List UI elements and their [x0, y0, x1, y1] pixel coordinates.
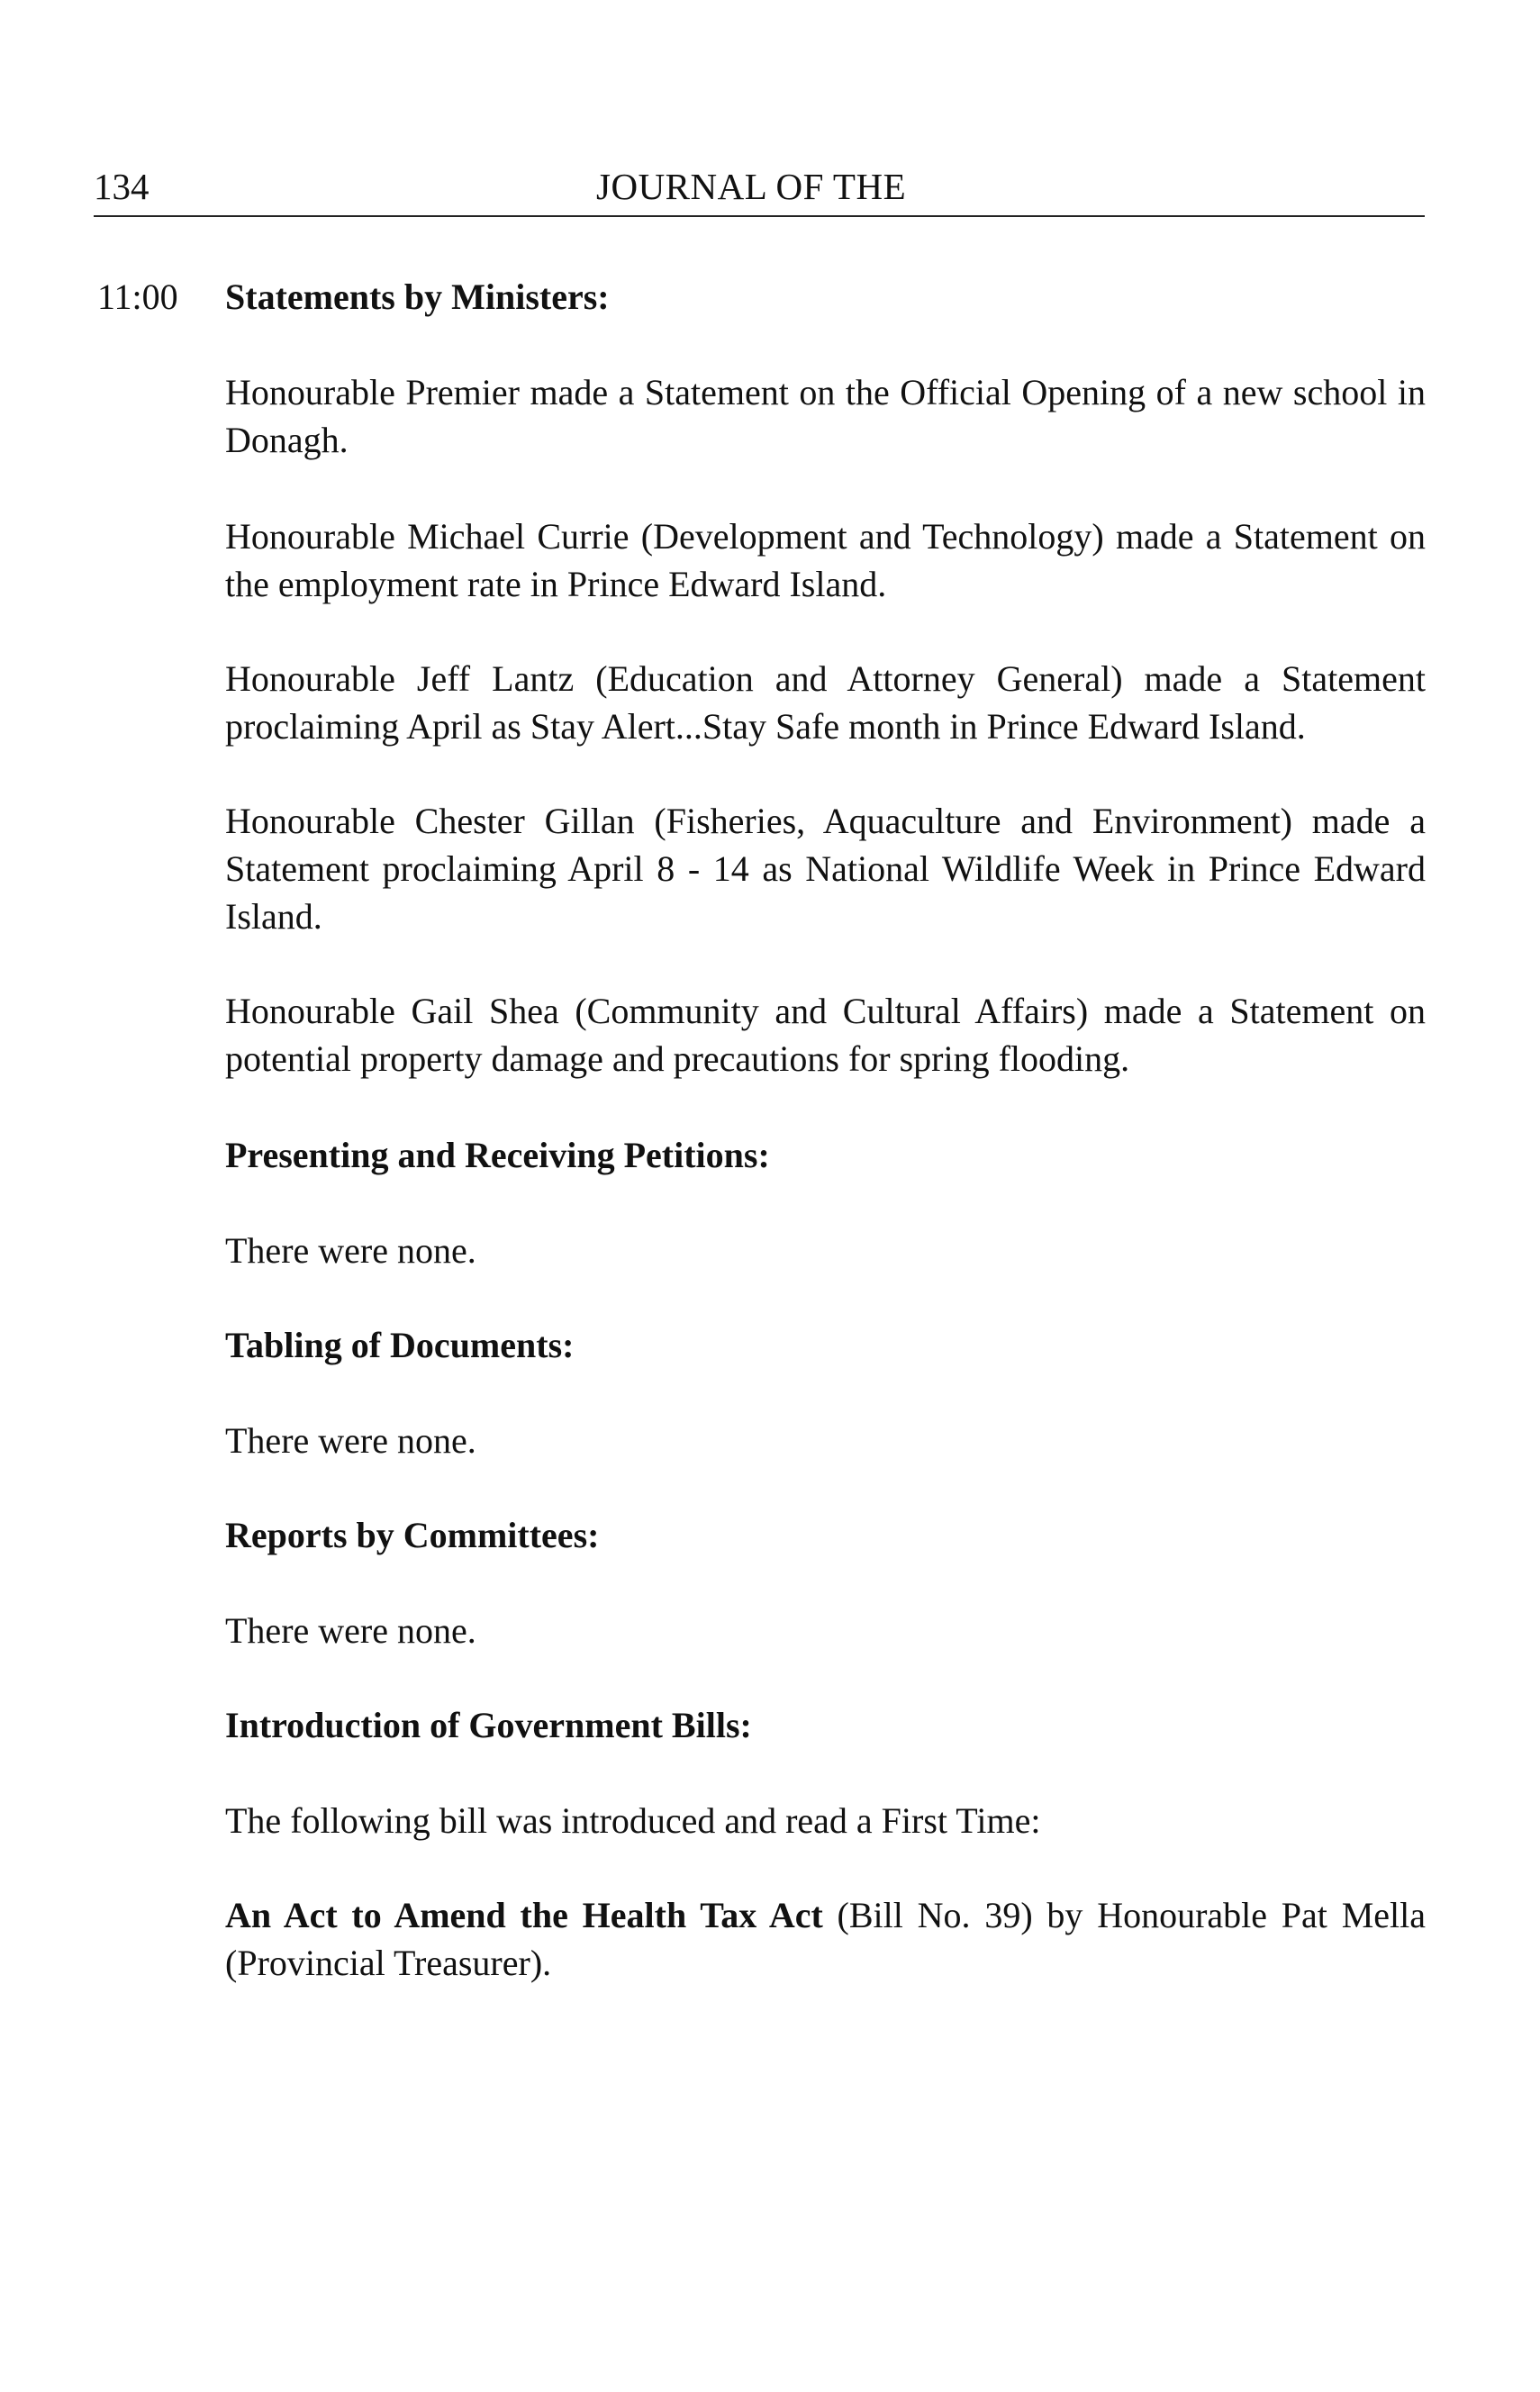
bills-intro-text: The following bill was introduced and read a First Time:: [225, 1800, 1041, 1841]
bill-title: An Act to Amend the Health Tax Act: [225, 1895, 823, 1935]
page-number: 134: [94, 166, 149, 207]
petitions-text: There were none.: [225, 1230, 476, 1271]
section-heading-committees: Reports by Committees:: [225, 1515, 600, 1555]
running-head: JOURNAL OF THE: [596, 166, 907, 207]
section-heading-statements: Statements by Ministers:: [225, 276, 610, 317]
statement-paragraph: Honourable Michael Currie (Development and Technology) made a Statement on the employment rate in Prince Edward Island.: [225, 516, 1426, 604]
statement-paragraph: Honourable Chester Gillan (Fisheries, Aquaculture and Environment) made a Statement proclaiming April 8 - 14 as National Wildlife Week in Prince Edward Island.: [225, 801, 1426, 937]
time-stamp: 11:00: [97, 276, 178, 317]
section-heading-petitions: Presenting and Receiving Petitions:: [225, 1135, 770, 1175]
journal-content: [225, 273, 1426, 1987]
statement-paragraph: Honourable Gail Shea (Community and Cultural Affairs) made a Statement on potential property damage and precautions for spring flooding.: [225, 991, 1426, 1079]
bill-entry: [225, 1891, 1426, 1987]
committees-text: There were none.: [225, 1610, 476, 1651]
page-header: [94, 165, 1425, 217]
documents-text: There were none.: [225, 1420, 476, 1461]
section-heading-bills: Introduction of Government Bills:: [225, 1705, 752, 1745]
section-heading-documents: Tabling of Documents:: [225, 1325, 575, 1365]
statement-paragraph: Honourable Premier made a Statement on the Official Opening of a new school in Donagh.: [225, 372, 1426, 460]
bill-details: (Bill No. 39) by Honourable Pat Mella (Provincial Treasurer).: [225, 1895, 1426, 1983]
statement-paragraph: Honourable Jeff Lantz (Education and Attorney General) made a Statement proclaiming April as Stay Alert...Stay Safe month in Prince Edward Island.: [225, 658, 1426, 747]
